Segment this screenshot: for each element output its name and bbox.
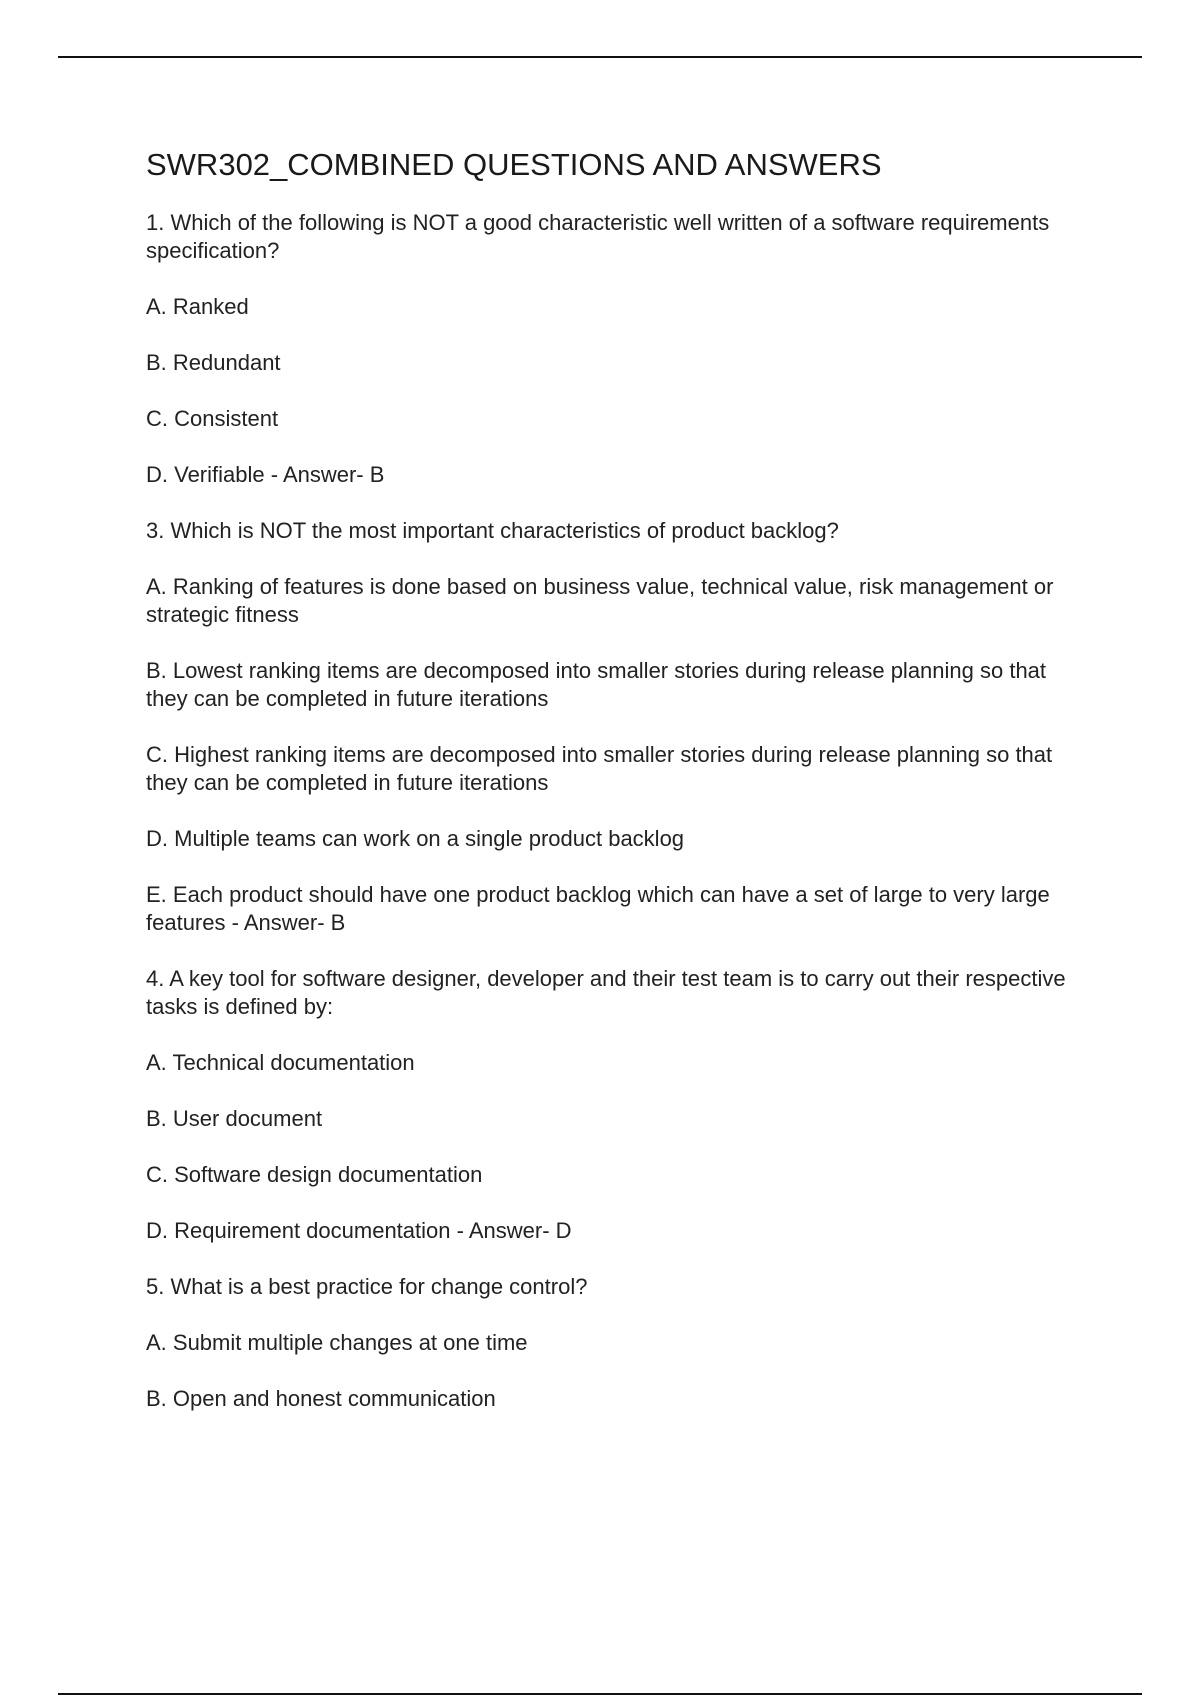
document-title: SWR302_COMBINED QUESTIONS AND ANSWERS: [146, 147, 882, 182]
question-5-option-a: A. Submit multiple changes at one time: [146, 1330, 528, 1355]
question-1-option-b: B. Redundant: [146, 350, 281, 375]
question-4-option-d-answer: D. Requirement documentation - Answer- D: [146, 1218, 572, 1243]
question-5-text: 5. What is a best practice for change control?: [146, 1274, 588, 1299]
header-rule: [58, 56, 1142, 58]
question-1-option-a: A. Ranked: [146, 294, 249, 319]
question-3-text: 3. Which is NOT the most important characteristics of product backlog?: [146, 518, 839, 543]
document-body: [146, 145, 1086, 1441]
question-3-option-e-answer: E. Each product should have one product backlog which can have a set of large to very large features - Answer- B: [146, 882, 1050, 935]
question-3-option-b: B. Lowest ranking items are decomposed into smaller stories during release planning so that they can be completed in future iterations: [146, 658, 1047, 711]
question-4-option-c: C. Software design documentation: [146, 1162, 483, 1187]
question-3-option-c: C. Highest ranking items are decomposed into smaller stories during release planning so that they can be completed in future iterations: [146, 742, 1053, 795]
question-3-option-a: A. Ranking of features is done based on business value, technical value, risk management or strategic fitness: [146, 574, 1054, 627]
question-4-option-b: B. User document: [146, 1106, 323, 1131]
question-1-text: 1. Which of the following is NOT a good characteristic well written of a software requirements specification?: [146, 210, 1050, 263]
question-1-option-d-answer: D. Verifiable - Answer- B: [146, 462, 385, 487]
question-1-option-c: C. Consistent: [146, 406, 279, 431]
footer-rule: [58, 1693, 1142, 1695]
question-5-option-b: B. Open and honest communication: [146, 1386, 496, 1411]
question-4-option-a: A. Technical documentation: [146, 1050, 415, 1075]
question-3-option-d: D. Multiple teams can work on a single product backlog: [146, 826, 685, 851]
question-4-text: 4. A key tool for software designer, developer and their test team is to carry out their respective tasks is defined by:: [146, 966, 1066, 1019]
